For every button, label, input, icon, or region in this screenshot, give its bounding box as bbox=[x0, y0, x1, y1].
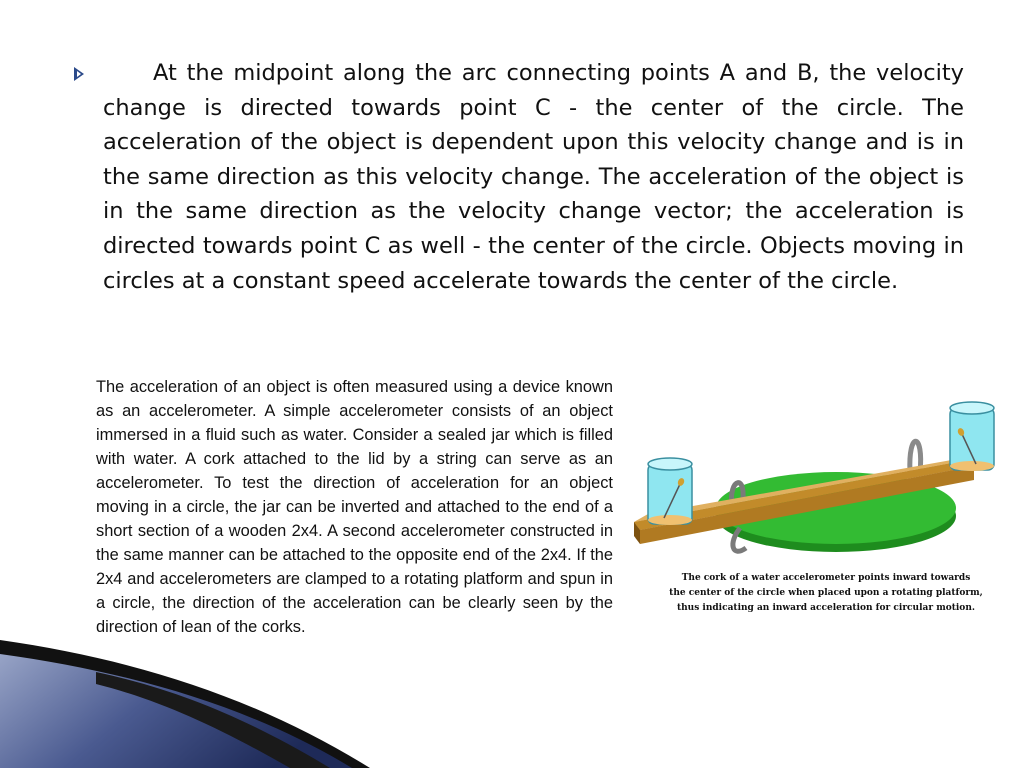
figure-caption bbox=[656, 571, 996, 616]
triangle-bullet-icon bbox=[72, 66, 86, 82]
left-jar bbox=[648, 458, 692, 525]
main-paragraph: At the midpoint along the arc connecting points A and B, the velocity change is directed towards point C - the center of the circle. The acceleration of the object is dependent upon this velocity change and is in the same direction as this velocity change. The acceleration of the object is in the same direction as the velocity change vector; the acceleration is directed towards point C as well - the center of the circle. Objects moving in circles at a constant speed accelerate towards the center of the circle. bbox=[103, 60, 964, 294]
caption-line-2: the center of the circle when placed upon a rotating platform, bbox=[669, 588, 983, 598]
caption-line-3: thus indicating an inward acceleration for circular motion. bbox=[676, 603, 975, 613]
right-jar bbox=[950, 402, 994, 471]
accelerometer-paragraph: The acceleration of an object is often measured using a device known as an accelerometer. A simple accelerometer consists of an object immersed in a fluid such as water. Consider a sealed jar which is filled with water. A cork attached to the lid by a string can serve as an accelerometer. To test the direction of acceleration for an object moving in a circle, the jar can be inverted and attached to the end of a short section of a wooden 2x4. A second accelerometer constructed in the same manner can be attached to the opposite end of the 2x4. If the 2x4 and accelerometers are clamped to a rotating platform and spun in a circle, the direction of the acceleration can be clearly seen by the direction of lean of the corks. bbox=[96, 378, 613, 636]
caption-line-1: The cork of a water accelerometer points inward towards bbox=[681, 573, 971, 583]
